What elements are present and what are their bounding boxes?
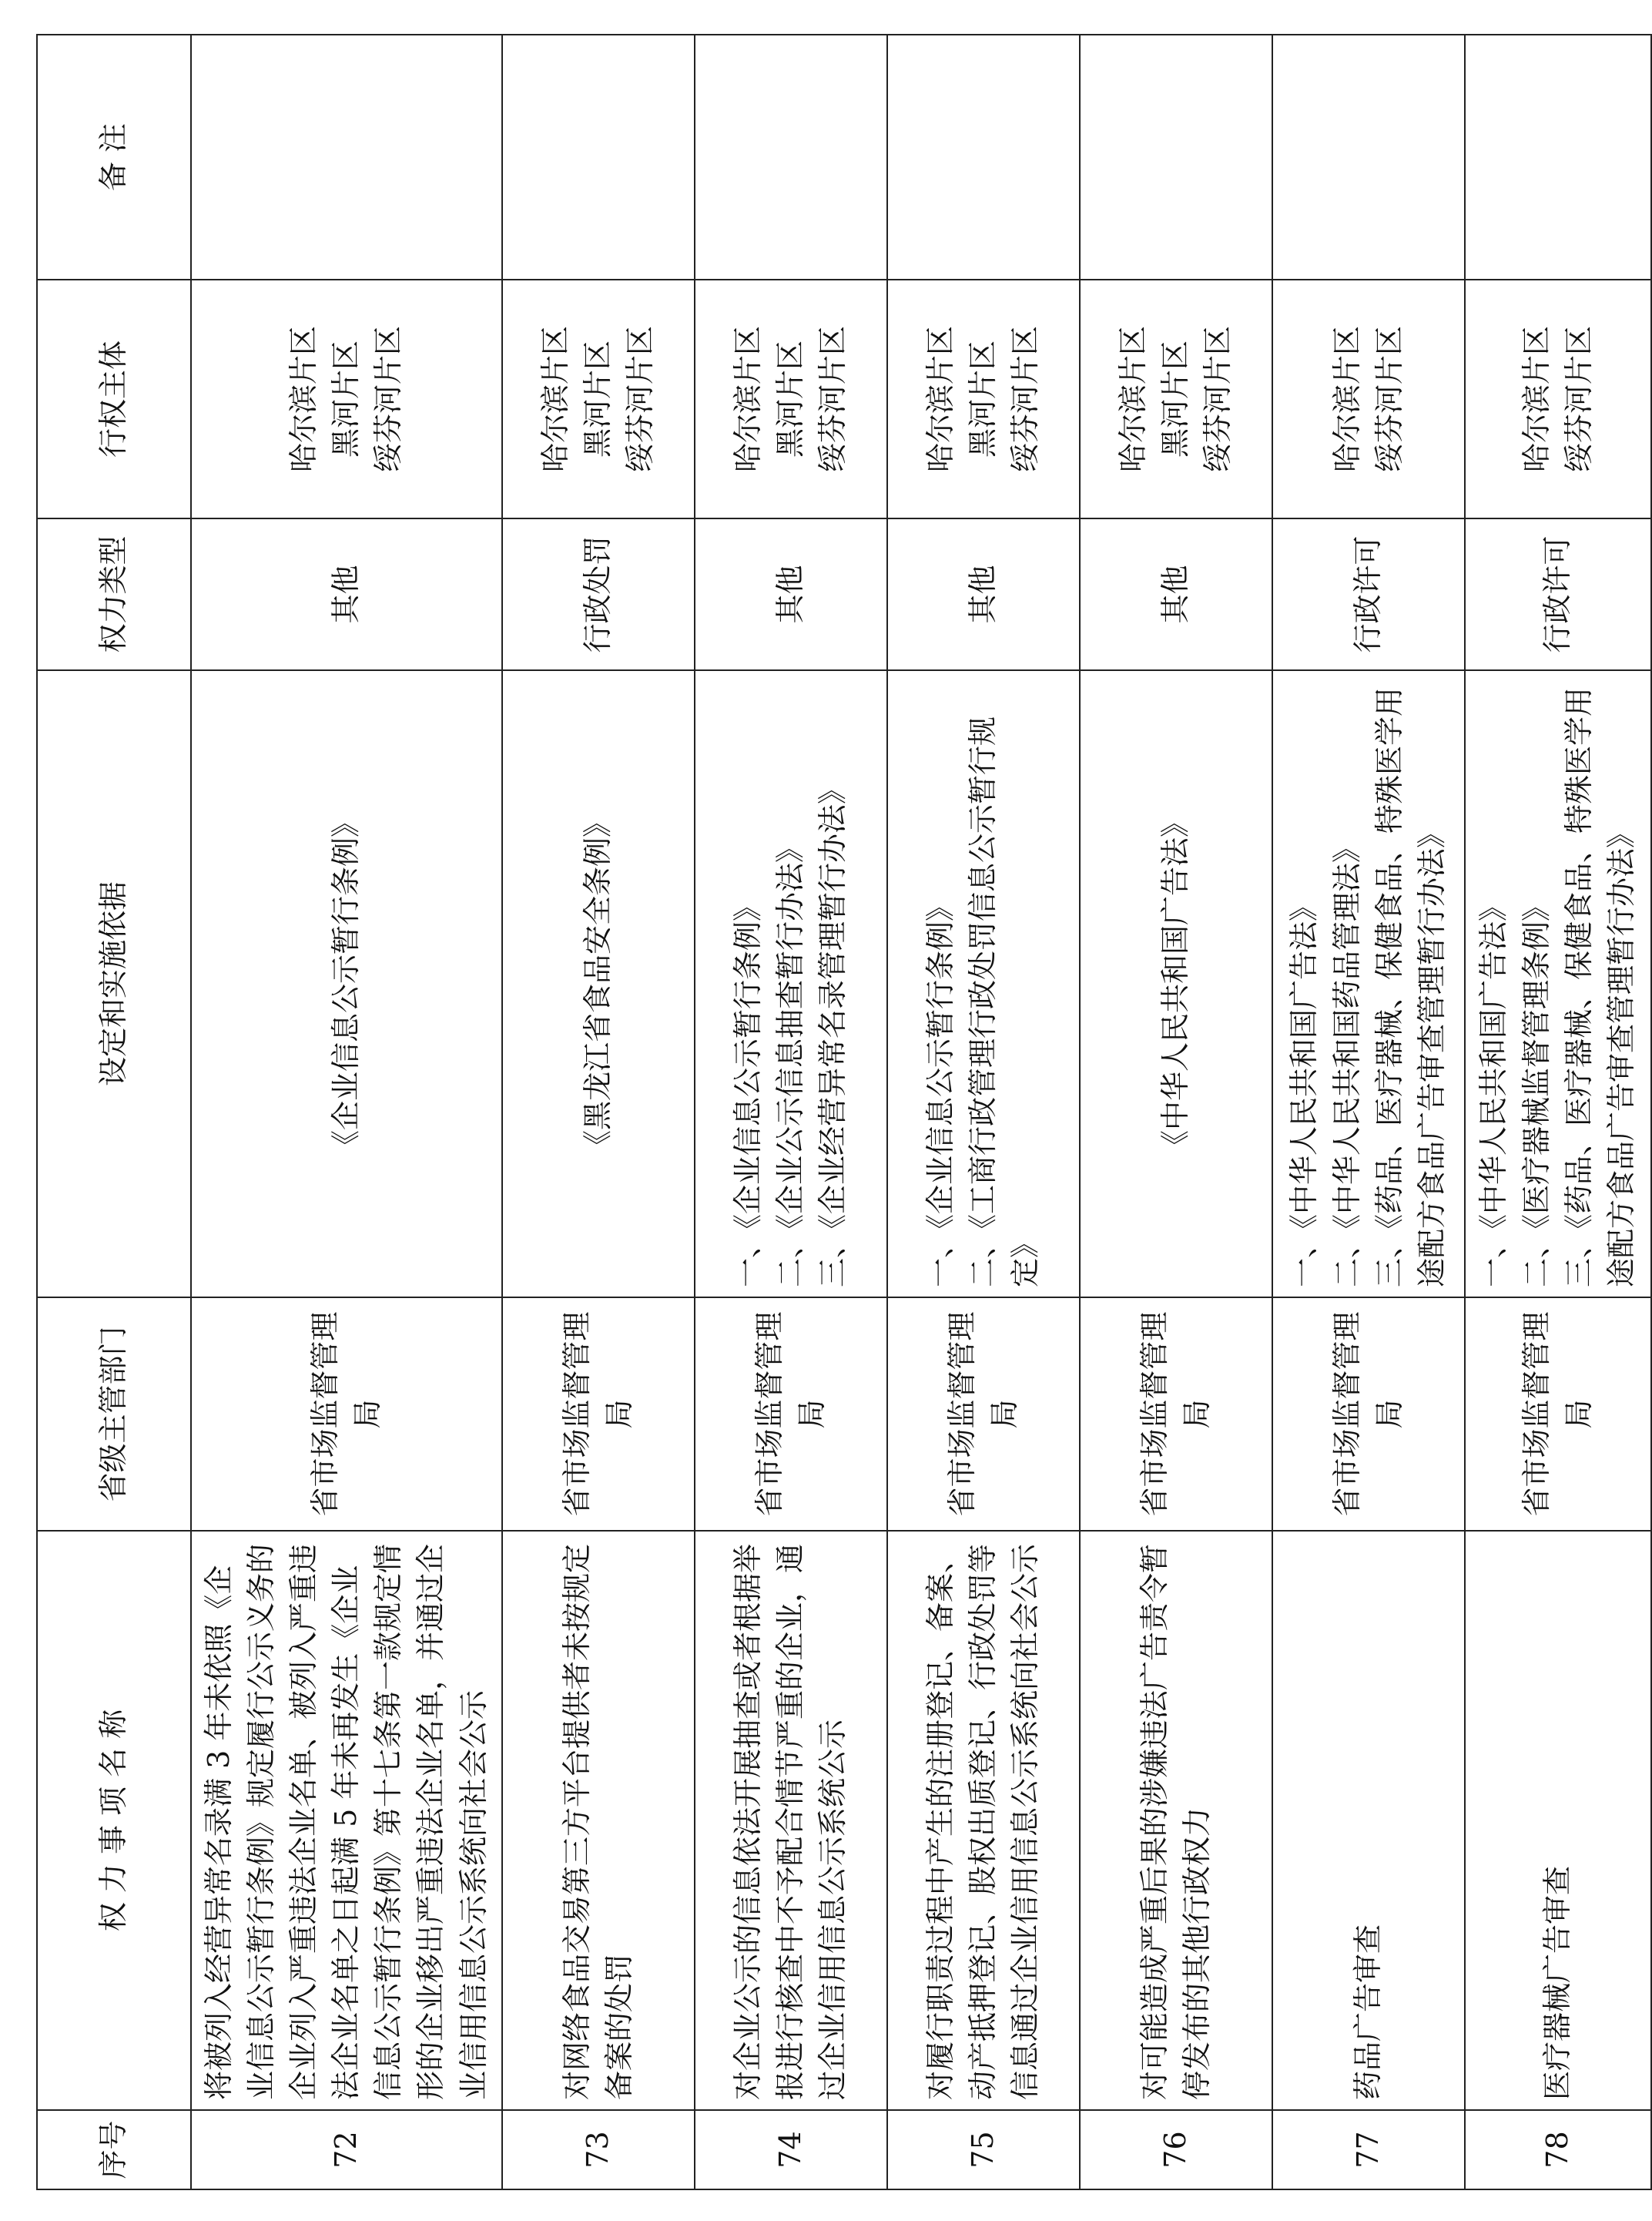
subject-line: 绥芬河片区: [816, 326, 850, 473]
cell-dept: 省市场监督管理局: [191, 1297, 502, 1531]
basis-line: 一、《企业信息公示暂行条例》: [731, 891, 766, 1287]
cell-type: 其他: [887, 518, 1080, 670]
cell-basis: [1465, 670, 1651, 1297]
table-row: [887, 35, 1080, 2189]
cell-type: 行政处罚: [502, 518, 695, 670]
subject-line: 黑河片区: [1158, 341, 1193, 458]
cell-seq: 76: [1080, 2110, 1272, 2189]
cell-name: 医疗器械广告审查: [1465, 1531, 1651, 2110]
subject-line: 黑河片区: [773, 341, 808, 458]
cell-type: 其他: [695, 518, 887, 670]
subject-line: 绥芬河片区: [1008, 326, 1043, 473]
cell-dept: 省市场监督管理局: [887, 1297, 1080, 1531]
basis-line: 《企业信息公示暂行条例》: [329, 808, 364, 1160]
subject-line: 黑河片区: [966, 341, 1000, 458]
cell-subject: [1465, 280, 1651, 518]
cell-seq: 78: [1465, 2110, 1651, 2189]
cell-remark: [191, 35, 502, 280]
cell-remark: [1272, 35, 1465, 280]
basis-line: 二、《中华人民共和国药品管理法》: [1329, 833, 1364, 1287]
cell-name: 将被列入经营异常名录满 3 年未依照《企业信息公示暂行条例》规定履行公示义务的企业列入严重违法企业名单、被列入严重违法企业名单之日起满 5 年未再发生《企业信息公示暂行条例》第十七条第一款规定情形的企业移出严重违法企业名单，并通过企业信用信息公示系统向社会公示: [191, 1531, 502, 2110]
cell-remark: [502, 35, 695, 280]
basis-line: 一、《企业信息公示暂行条例》: [923, 891, 958, 1287]
basis-line: 《黑龙江省食品安全条例》: [581, 808, 615, 1160]
cell-name: 对企业公示的信息依法开展抽查或者根据举报进行核查中不予配合情节严重的企业，通过企业信用信息公示系统公示: [695, 1531, 887, 2110]
table-row: [1080, 35, 1272, 2189]
basis-line: 一、《中华人民共和国广告法》: [1476, 891, 1511, 1287]
basis-line: 二、《医疗器械监督管理条例》: [1519, 891, 1553, 1287]
cell-type: 行政许可: [1465, 518, 1651, 670]
basis-line: 二、《企业公示信息抽查暂行办法》: [773, 833, 808, 1287]
cell-remark: [887, 35, 1080, 280]
basis-line: 三、《药品、医疗器械、保健食品、特殊医学用途配方食品广告审查管理暂行办法》: [1561, 686, 1638, 1287]
header-name: 权 力 事 项 名 称: [37, 1531, 191, 2110]
cell-remark: [695, 35, 887, 280]
subject-line: 绥芬河片区: [623, 326, 658, 473]
cell-remark: [1080, 35, 1272, 280]
subject-line: 绥芬河片区: [1561, 326, 1596, 473]
header-dept: 省级主管部门: [37, 1297, 191, 1531]
cell-seq: 73: [502, 2110, 695, 2189]
subject-line: 哈尔滨片区: [287, 326, 321, 473]
cell-subject: [1272, 280, 1465, 518]
cell-type: 其他: [191, 518, 502, 670]
subject-line: 哈尔滨片区: [731, 326, 766, 473]
cell-seq: 72: [191, 2110, 502, 2189]
cell-name: 药品广告审查: [1272, 1531, 1465, 2110]
subject-line: 哈尔滨片区: [923, 326, 958, 473]
basis-line: 一、《中华人民共和国广告法》: [1287, 891, 1322, 1287]
table-row: [1465, 35, 1651, 2189]
header-subject: 行权主体: [37, 280, 191, 518]
subject-line: 哈尔滨片区: [1329, 326, 1364, 473]
subject-line: 黑河片区: [581, 341, 615, 458]
header-basis: 设定和实施依据: [37, 670, 191, 1297]
table-row: [502, 35, 695, 2189]
cell-basis: [502, 670, 695, 1297]
table-row: [695, 35, 887, 2189]
power-list-table: [36, 34, 1652, 2190]
cell-basis: [887, 670, 1080, 1297]
cell-seq: 75: [887, 2110, 1080, 2189]
header-row: [37, 35, 191, 2189]
cell-subject: [695, 280, 887, 518]
header-remark: 备 注: [37, 35, 191, 280]
subject-line: 哈尔滨片区: [1519, 326, 1553, 473]
cell-dept: 省市场监督管理局: [502, 1297, 695, 1531]
cell-remark: [1465, 35, 1651, 280]
header-seq: 序号: [37, 2110, 191, 2189]
subject-line: 哈尔滨片区: [1116, 326, 1151, 473]
cell-name: 对可能造成严重后果的涉嫌违法广告责令暂停发布的其他行政权力: [1080, 1531, 1272, 2110]
cell-dept: 省市场监督管理局: [1465, 1297, 1651, 1531]
basis-line: 三、《企业经营异常名录管理暂行办法》: [816, 774, 850, 1287]
cell-seq: 74: [695, 2110, 887, 2189]
cell-basis: [1080, 670, 1272, 1297]
cell-basis: [1272, 670, 1465, 1297]
subject-line: 绥芬河片区: [371, 326, 406, 473]
basis-line: 《中华人民共和国广告法》: [1158, 808, 1193, 1160]
cell-name: 对网络食品交易第三方平台提供者未按规定备案的处罚: [502, 1531, 695, 2110]
basis-line: 二、《工商行政管理行政处罚信息公示暂行规定》: [966, 716, 1043, 1287]
cell-dept: 省市场监督管理局: [1272, 1297, 1465, 1531]
cell-basis: [191, 670, 502, 1297]
basis-line: 三、《药品、医疗器械、保健食品、特殊医学用途配方食品广告审查管理暂行办法》: [1372, 686, 1449, 1287]
subject-line: 黑河片区: [329, 341, 364, 458]
cell-dept: 省市场监督管理局: [695, 1297, 887, 1531]
cell-subject: [502, 280, 695, 518]
cell-subject: [191, 280, 502, 518]
table-row: [1272, 35, 1465, 2189]
table-row: [191, 35, 502, 2189]
subject-line: 绥芬河片区: [1201, 326, 1235, 473]
cell-subject: [1080, 280, 1272, 518]
subject-line: 哈尔滨片区: [538, 326, 573, 473]
cell-subject: [887, 280, 1080, 518]
cell-type: 其他: [1080, 518, 1272, 670]
header-type: 权力类型: [37, 518, 191, 670]
subject-line: 绥芬河片区: [1372, 326, 1406, 473]
cell-seq: 77: [1272, 2110, 1465, 2189]
cell-name: 对履行职责过程中产生的注册登记、备案、动产抵押登记、股权出质登记、行政处罚等信息通过企业信用信息公示系统向社会公示: [887, 1531, 1080, 2110]
cell-dept: 省市场监督管理局: [1080, 1297, 1272, 1531]
cell-basis: [695, 670, 887, 1297]
cell-type: 行政许可: [1272, 518, 1465, 670]
